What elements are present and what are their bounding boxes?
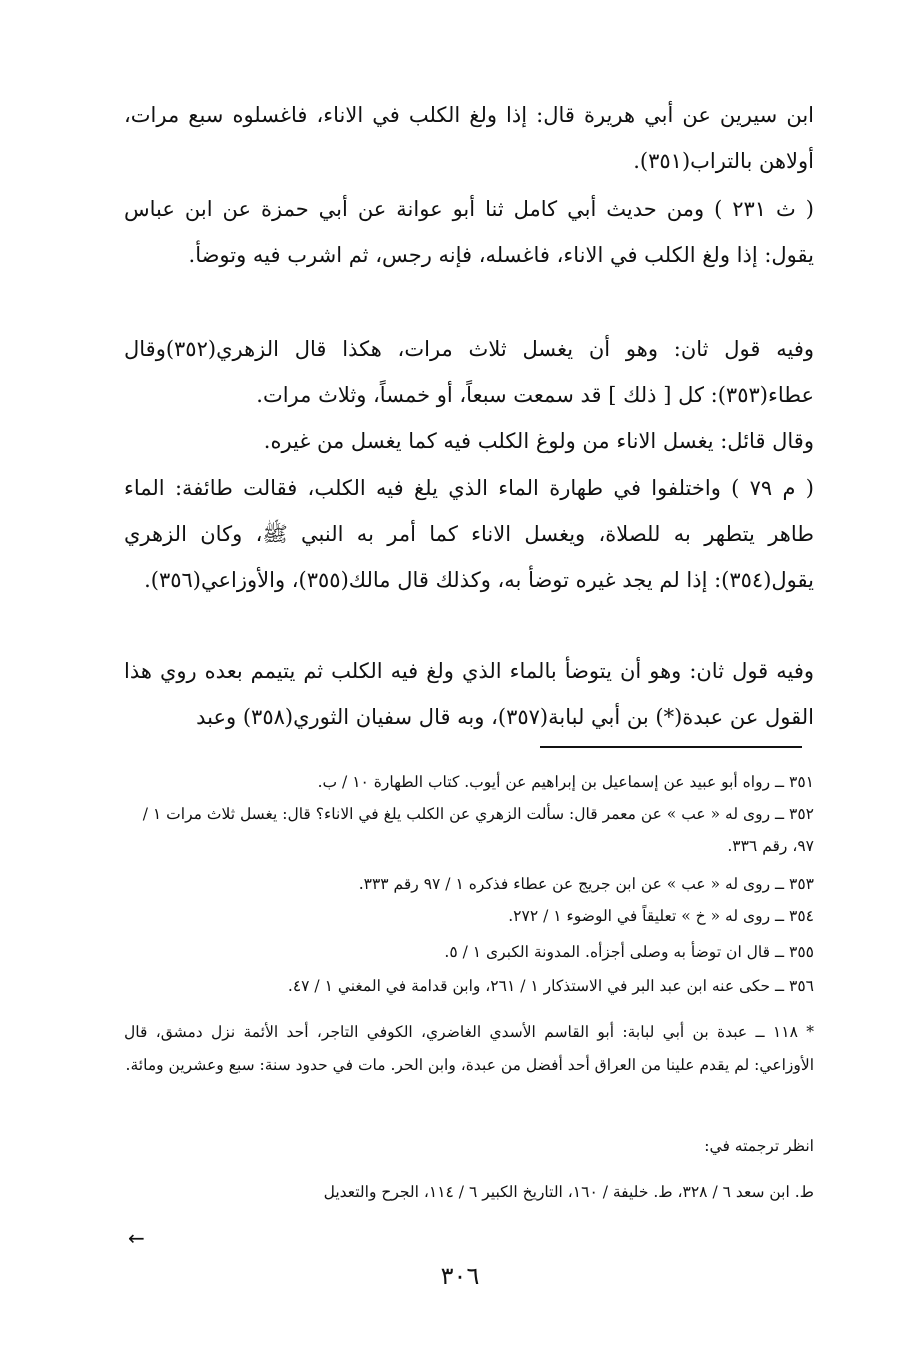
body-paragraph-4: وقال قائل: يغسل الاناء من ولوغ الكلب فيه كما يغسل من غيره.	[263, 429, 814, 453]
body-paragraph-1: ابن سيرين عن أبي هريرة قال: إذا ولغ الكلب في الاناء، فاغسلوه سبع مرات، أولاهن بالتراب(٣٥١).	[124, 103, 814, 173]
biography-references: ط. ابن سعد ٦ / ٣٢٨، ط. خليفة / ١٦٠، التاريخ الكبير ٦ / ١١٤، الجرح والتعديل	[323, 1183, 814, 1201]
footnote-352: ٣٥٢ ــ روى له « عب » عن معمر قال: سألت الزهري عن الكلب يلغ في الاناء؟ قال: يغسل ثلاث مرات ١ / ٩٧، رقم ٣٣٦.	[142, 805, 814, 855]
biography-note: * ١١٨ ــ عبدة بن أبي لبابة: أبو القاسم الأسدي الغاضري، الكوفي التاجر، أحد الأئمة نزل دمشق، قال الأوزاعي: لم يقدم علينا من العراق أحد أفضل من عبدة، وابن الحر. مات في حدود سنة: سبع وعشرين ومائة.	[124, 1023, 814, 1074]
body-paragraph-2: ( ث ٢٣١ ) ومن حديث أبي كامل ثنا أبو عوانة عن أبي حمزة عن ابن عباس يقول: إذا ولغ الكلب في الاناء، فاغسله، فإنه رجس، ثم اشرب فيه وتوضأ.	[124, 197, 814, 267]
footnote-351: ٣٥١ ــ رواه أبو عبيد عن إسماعيل بن إبراهيم عن أيوب. كتاب الطهارة ١٠ / ب.	[317, 773, 814, 791]
footnote-355: ٣٥٥ ــ قال ان توضأ به وصلى أجزأه. المدونة الكبرى ١ / ٥.	[444, 943, 814, 961]
body-paragraph-6: وفيه قول ثان: وهو أن يتوضأ بالماء الذي ولغ فيه الكلب ثم يتيمم بعده روي هذا القول عن عبدة(*) بن أبي لبابة(٣٥٧)، وبه قال سفيان الثوري(٣٥٨) وعبد	[124, 659, 814, 729]
footnote-divider	[540, 746, 802, 748]
footnote-353: ٣٥٣ ــ روى له « عب » عن ابن جريج عن عطاء فذكره ١ / ٩٧ رقم ٣٣٣.	[358, 875, 814, 893]
page-number: ٣٠٦	[440, 1262, 480, 1290]
body-paragraph-5: ( م ٧٩ ) واختلفوا في طهارة الماء الذي يلغ فيه الكلب، فقالت طائفة: الماء طاهر يتطهر به للصلاة، ويغسل الاناء كما أمر به النبي ﷺ، وكان الزهري يقول(٣٥٤): إذا لم يجد غيره توضأ به، وكذلك قال مالك(٣٥٥)، والأوزاعي(٣٥٦).	[124, 476, 815, 592]
continuation-arrow-icon: ←	[128, 1226, 145, 1250]
footnote-356: ٣٥٦ ــ حكى عنه ابن عبد البر في الاستذكار ١ / ٢٦١، وابن قدامة في المغني ١ / ٤٧.	[287, 977, 814, 995]
footnote-354: ٣٥٤ ــ روى له « خ » تعليقاً في الوضوء ١ / ٢٧٢.	[508, 907, 814, 925]
see-also-label: انظر ترجمته في:	[704, 1137, 814, 1155]
body-paragraph-3: وفيه قول ثان: وهو أن يغسل ثلاث مرات، هكذا قال الزهري(٣٥٢)وقال عطاء(٣٥٣): كل [ ذلك ] قد سمعت سبعاً، أو خمساً، وثلاث مرات.	[124, 337, 814, 407]
